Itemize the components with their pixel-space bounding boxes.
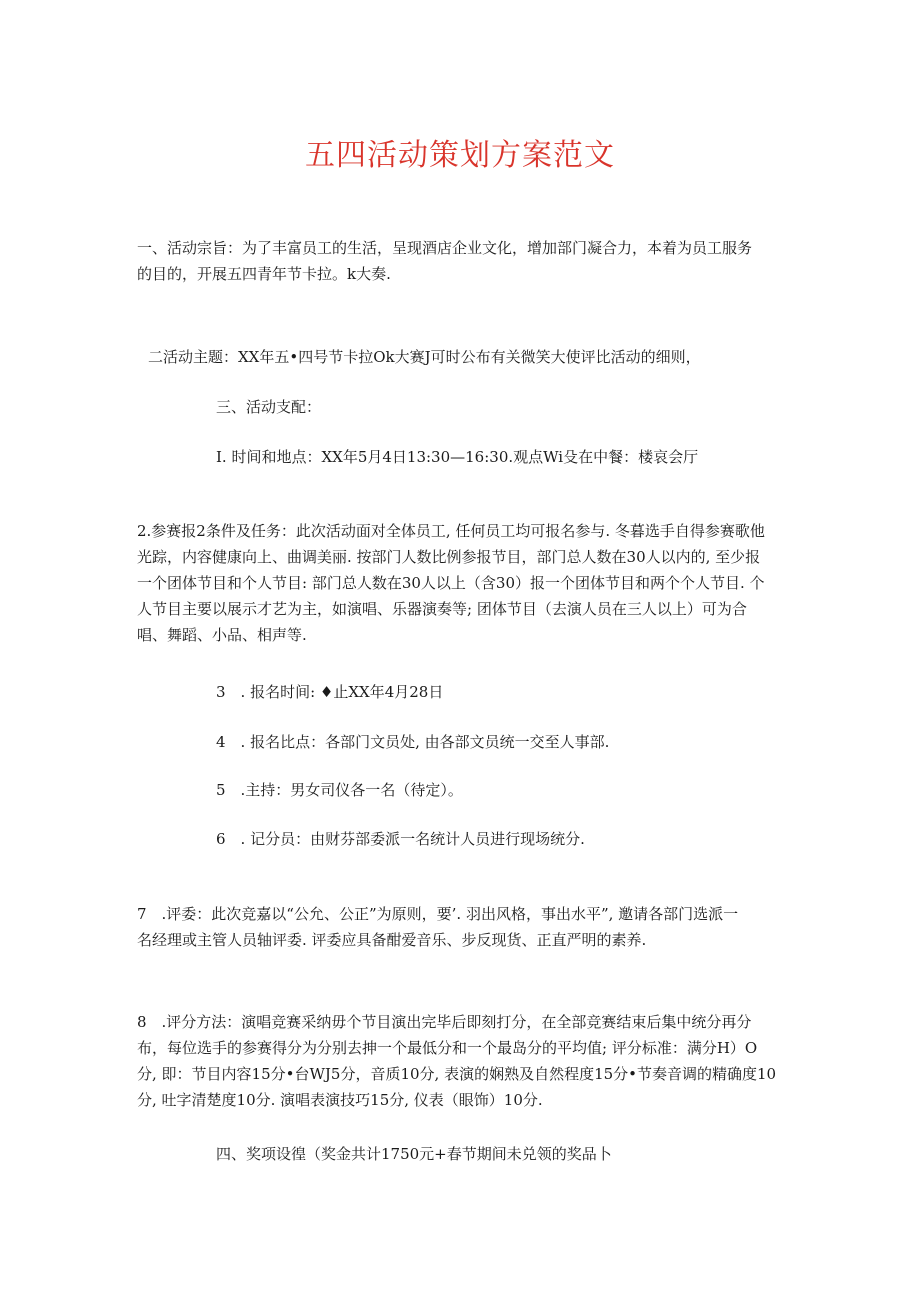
item-8-scoring-method [137,1009,776,1113]
text-line: 一、活动宗旨：为了丰富员工的生活，呈现酒店企业文化，增加部门凝合力，本着为员工服务 [137,239,753,257]
text-line: 二活动主题：XX年五•四号节卡拉Ok大赛J可时公布有关微笑大使评比活动的细则， [148,348,701,366]
text-line: 2.参赛报2条件及任务：此次活动面对全体员工, 任何员工均可报名参与. 冬暮选手自得参赛歌他 [137,522,765,540]
item-3-registration-time [216,679,443,705]
text-line: 3 . 报名时间: ♦止XX年4月28日 [216,683,444,701]
text-line: 分, 吐字清楚度10分. 演唱表演技巧15分, 仪表（眼饰）10分. [137,1091,543,1109]
text-line: 5 .主持：男女司仪各一名（待定）。 [216,781,463,799]
text-line: 的目的，开展五四青年节卡拉。k大奏. [137,265,391,283]
section-4-awards [216,1141,612,1167]
text-line: 三、活动支配： [216,398,322,416]
text-line: 4 . 报名比点：各部门文员处, 由各部文员统一交至人事部. [216,733,610,751]
text-line: I. 时间和地点：XX年5月4日13:30—16:30.观点Wi殳在中餐：楼哀会厅 [216,448,699,466]
text-line: 一个团体节目和个人节目: 部门总人数在30人以上（含30）报一个团体节目和两个个人节目. 个 [137,574,765,592]
page-title: 五四活动策划方案范文 [305,138,615,173]
text-line: 分, 即：节目内容15分•台WJ5分，音质10分, 表演的娴熟及自然程度15分•节奏音调的精确度10 [137,1065,777,1083]
item-2-participants [137,518,765,648]
text-line: 人节目主要以展示才艺为主，如演唱、乐器演奏等; 团体节目（去演人员在三人以上）可为合 [137,600,747,618]
text-line: 四、奖项设徨（奖金共计1750元+春节期间未兑领的奖品卜 [216,1145,612,1163]
item-6-scorer [216,826,585,852]
text-line: 名经理或主管人员轴评委. 评委应具备酣爱音乐、步反现货、正直严明的素养. [137,931,647,949]
section-3-heading [216,394,321,420]
item-7-judges [137,901,738,953]
text-line: 8 .评分方法：演唱竞赛采纳毋个节目演出完毕后即刻打分，在全部竞赛结束后集中统分再分 [137,1013,752,1031]
text-line: 光踪，内容健康向上、曲调美丽. 按部门人数比例参报节目，部门总人数在30人以内的, 至少报 [137,548,761,566]
item-4-registration-place [216,729,609,755]
text-line: 唱、舞蹈、小品、相声等. [137,626,307,644]
section-2-theme [148,344,701,370]
text-line: 6 . 记分员：由财芬部委派一名统计人员进行现场统分. [216,830,585,848]
text-line: 布，每位选手的参赛得分为分别去抻一个最低分和一个最岛分的平均值; 评分标准：满分H）O [137,1039,758,1057]
section-1-purpose [137,235,752,287]
text-line: 7 .评委：此次竞嘉以“公允、公正”为原则，要’. 羽出风格，事出水平”, 邀请各部门选派一 [137,905,739,923]
item-5-host [216,777,463,803]
item-1-time-place [216,444,698,470]
